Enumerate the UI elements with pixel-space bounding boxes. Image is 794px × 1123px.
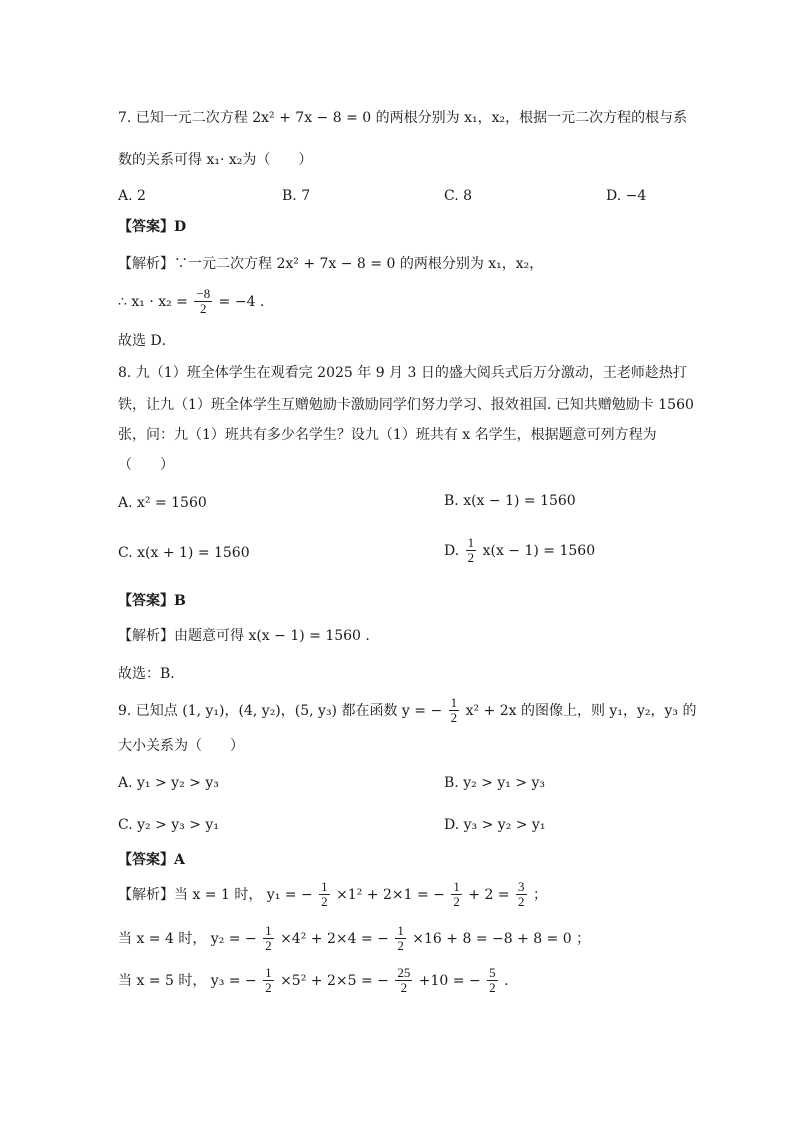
q7-option-b: B. 7 [282,188,311,204]
q8-option-b: B. x(x − 1) = 1560 [444,493,576,509]
q9-a3-prefix: 当 x = 5 时， y₃ = − [118,972,257,989]
q7-stem-line2: 数的关系可得 x₁· x₂为（ ） [118,152,313,168]
q9-a2-frac1-den: 2 [265,938,272,954]
q8-option-d-fraction [466,536,477,566]
q8-option-d-prefix: D. [444,542,460,559]
q8-option-c: C. x(x + 1) = 1560 [118,545,250,561]
q9-a2-frac1-num: 1 [265,923,272,938]
q9-a3-frac2-den: 2 [400,980,408,996]
q8-stem-line4: （ ） [118,457,174,473]
q9-a3-frac3-den: 2 [489,980,496,996]
q9-a1-frac2-den: 2 [453,894,460,910]
q9-a2-frac1 [263,924,274,954]
q9-a3-frac2-num: 25 [397,965,411,980]
q9-stem-numerator: 1 [450,695,458,710]
q8-choose: 故选：B． [118,666,185,682]
q9-stem-prefix: 9. 已知点 (1, y₁)，(4, y₂)，(5, y₃) 都在函数 y = − [118,702,443,719]
q9-analysis-line1 [118,880,547,910]
q7-choose: 故选 D． [118,333,176,349]
q9-a1-frac3-num: 3 [518,879,525,894]
q9-option-c: C. y₂ > y₃ > y₁ [118,817,219,833]
q9-a3-mid: ×5² + 2×5 = − [280,972,389,989]
q9-a2-frac2-num: 1 [397,923,404,938]
q9-analysis-line3 [118,966,509,996]
q9-a2-frac2-den: 2 [397,938,404,954]
q9-a1-frac1-den: 2 [321,894,328,910]
q9-a3-frac1-num: 1 [265,965,272,980]
q8-option-a: A. x² = 1560 [118,495,207,511]
q9-a3-frac1-den: 2 [265,980,272,996]
q9-a3-frac3 [487,966,498,996]
q9-a1-mid: ×1² + 2×1 = − [336,886,445,903]
q9-a2-mid: ×4² + 2×4 = − [280,930,389,947]
q8-stem-line2: 铁，让九（1）班全体学生互赠勉励卡激励同学们努力学习、报效祖国. 已知共赠勉励卡 1560 [118,397,694,413]
q9-a1-frac3 [516,880,527,910]
q8-analysis: 【解析】由题意可得 x(x − 1) = 1560 . [118,628,370,644]
q8-option-d [444,536,595,566]
q9-a3-mid2: +10 = − [418,972,481,989]
q7-analysis-line2 [118,287,264,317]
q9-a1-mid2: + 2 = [468,886,510,903]
q9-stem-line1 [118,696,696,726]
q9-stem-fraction [449,696,460,726]
q9-a1-frac2-num: 1 [453,879,460,894]
q8-option-d-suffix: x(x − 1) = 1560 [482,542,596,559]
q9-option-b: B. y₂ > y₁ > y₃ [444,775,546,791]
q9-stem-line2: 大小关系为（ ） [118,738,244,754]
q9-analysis-line2 [118,924,590,954]
q7-fraction-numerator: −8 [196,286,211,301]
q7-analysis2-suffix: = −4 . [218,293,265,310]
q8-stem-line1: 8. 九（1）班全体学生在观看完 2025 年 9 月 3 日的盛大阅兵式后万分激动，王老师趁热打 [118,365,687,381]
q9-a1-end: ； [532,886,547,903]
q9-a2-end: ×16 + 8 = −8 + 8 = 0 ； [412,930,591,947]
q9-a3-end: . [504,972,509,989]
q9-a1-frac2 [451,880,462,910]
q9-option-d: D. y₃ > y₂ > y₁ [444,817,546,833]
q9-stem-suffix: x² + 2x 的图像上，则 y₁，y₂，y₃ 的 [465,702,697,719]
q7-analysis-line1: 【解析】∵一元二次方程 2x² + 7x − 8 = 0 的两根分别为 x₁，x₂， [118,256,544,272]
q9-a2-frac2 [395,924,406,954]
q9-a1-frac1 [319,880,330,910]
q8-option-d-denominator: 2 [467,550,475,566]
q9-a2-prefix: 当 x = 4 时， y₂ = − [118,930,257,947]
q8-answer: 【答案】B [118,593,186,609]
q7-option-a: A. 2 [118,188,146,204]
q9-a3-frac1 [263,966,274,996]
q7-analysis2-prefix: ∴ x₁ · x₂ = [118,293,188,310]
q7-fraction [194,287,212,317]
q8-stem-line3: 张，问：九（1）班共有多少名学生？设九（1）班共有 x 名学生，根据题意可列方程为 [118,427,657,443]
q7-option-c: C. 8 [444,188,473,204]
q9-a1-frac1-num: 1 [321,879,328,894]
q9-a3-frac3-num: 5 [489,965,496,980]
q7-fraction-denominator: 2 [200,301,207,317]
q9-option-a: A. y₁ > y₂ > y₃ [118,775,219,791]
q9-stem-denominator: 2 [450,710,458,726]
q7-stem-line1: 7. 已知一元二次方程 2x² + 7x − 8 = 0 的两根分别为 x₁，x₂，根据一元二次方程的根与系 [118,110,688,126]
q7-answer: 【答案】D [118,219,187,235]
q9-a3-frac2 [395,966,412,996]
q8-option-d-numerator: 1 [467,535,475,550]
q9-a1-prefix: 【解析】当 x = 1 时， y₁ = − [118,886,313,903]
q9-a1-frac3-den: 2 [518,894,525,910]
q7-option-d: D. −4 [606,188,647,204]
q9-answer: 【答案】A [118,852,185,868]
